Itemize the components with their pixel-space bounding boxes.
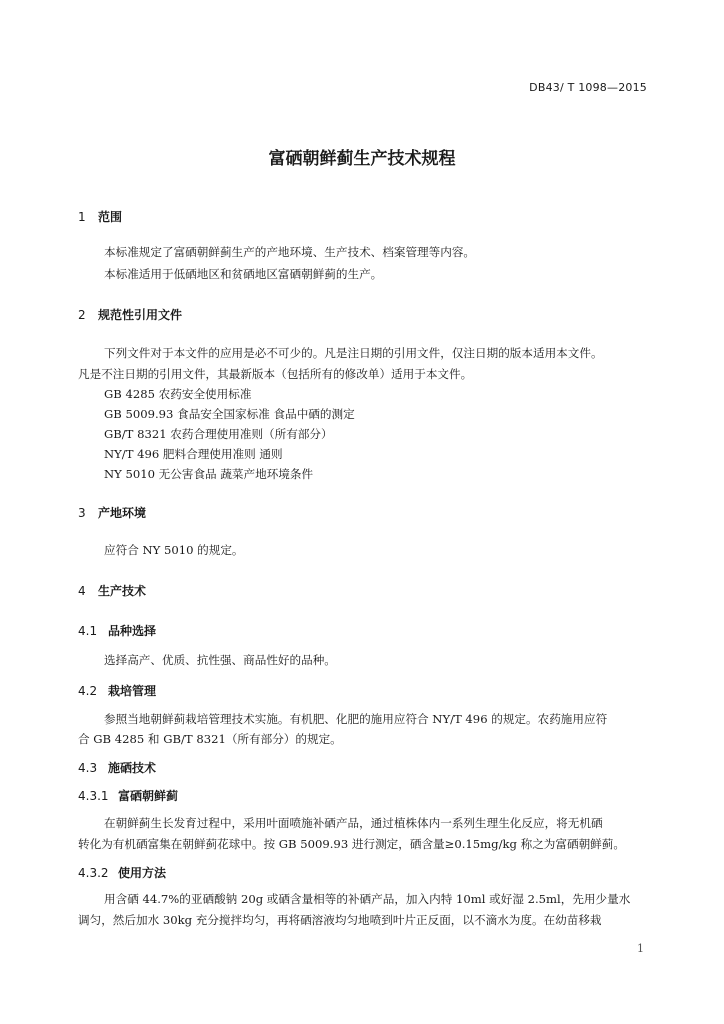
section-title: 产地环境 — [98, 506, 147, 520]
section-number: 2 — [78, 308, 86, 322]
reference-item: NY/T 496 肥料合理使用准则 通则 — [104, 447, 283, 461]
reference-item: GB 4285 农药安全使用标准 — [104, 387, 252, 401]
section-number: 4.2 — [78, 684, 98, 698]
paragraph-continuation: 凡是不注日期的引用文件，其最新版本（包括所有的修改单）适用于本文件。 — [78, 367, 473, 381]
section-title: 范围 — [98, 210, 123, 224]
paragraph: 下列文件对于本文件的应用是必不可少的。凡是注日期的引用文件，仅注日期的版本适用本文件。 — [104, 346, 603, 360]
section-title: 品种选择 — [108, 624, 157, 638]
section-heading-3 — [78, 504, 146, 521]
section-title: 使用方法 — [118, 866, 167, 880]
section-title: 生产技术 — [98, 584, 147, 598]
section-number: 4.3.1 — [78, 789, 109, 803]
paragraph: 在朝鲜蓟生长发育过程中，采用叶面喷施补硒产品，通过植株体内一系列生理生化反应，将无机硒 — [104, 816, 603, 830]
paragraph: 应符合 NY 5010 的规定。 — [104, 543, 244, 557]
paragraph: 本标准适用于低硒地区和贫硒地区富硒朝鲜蓟的生产。 — [104, 267, 383, 281]
subsection-heading-4-3-1 — [78, 787, 178, 804]
section-title: 规范性引用文件 — [98, 308, 183, 322]
section-number: 4 — [78, 584, 86, 598]
paragraph-continuation: 合 GB 4285 和 GB/T 8321（所有部分）的规定。 — [78, 732, 342, 746]
page-number: 1 — [637, 942, 644, 955]
section-title: 富硒朝鲜蓟 — [118, 789, 179, 803]
section-title: 施硒技术 — [108, 761, 157, 775]
subsection-heading-4-1 — [78, 622, 156, 639]
paragraph: 参照当地朝鲜蓟栽培管理技术实施。有机肥、化肥的施用应符合 NY/T 496 的规定。农药施用应符 — [104, 712, 608, 726]
section-heading-1 — [78, 208, 122, 225]
paragraph: 本标准规定了富硒朝鲜蓟生产的产地环境、生产技术、档案管理等内容。 — [104, 245, 476, 259]
reference-item: GB/T 8321 农药合理使用准则（所有部分） — [104, 427, 333, 441]
section-heading-2 — [78, 306, 182, 323]
section-number: 4.1 — [78, 624, 98, 638]
document-code: DB43/ T 1098—2015 — [529, 81, 647, 94]
subsection-heading-4-3-2 — [78, 864, 166, 881]
section-number: 4.3 — [78, 761, 98, 775]
subsection-heading-4-3 — [78, 759, 156, 776]
section-heading-4 — [78, 582, 146, 599]
reference-item: NY 5010 无公害食品 蔬菜产地环境条件 — [104, 467, 314, 481]
document-title: 富硒朝鲜蓟生产技术规程 — [268, 149, 456, 169]
paragraph-continuation: 转化为有机硒富集在朝鲜蓟花球中。按 GB 5009.93 进行测定，硒含量≥0.15mg/kg 称之为富硒朝鲜蓟。 — [78, 837, 625, 851]
reference-item: GB 5009.93 食品安全国家标准 食品中硒的测定 — [104, 407, 355, 421]
paragraph: 选择高产、优质、抗性强、商品性好的品种。 — [104, 653, 336, 667]
paragraph-continuation: 调匀，然后加水 30kg 充分搅拌均匀，再将硒溶液均匀地喷到叶片正反面，以不滴水为度。在幼苗移栽 — [78, 913, 602, 927]
section-title: 栽培管理 — [108, 684, 157, 698]
section-number: 3 — [78, 506, 86, 520]
subsection-heading-4-2 — [78, 682, 156, 699]
section-number: 4.3.2 — [78, 866, 109, 880]
section-number: 1 — [78, 210, 86, 224]
paragraph: 用含硒 44.7%的亚硒酸钠 20g 或硒含量相等的补硒产品，加入内特 10ml 或好湿 2.5ml，先用少量水 — [104, 892, 631, 906]
